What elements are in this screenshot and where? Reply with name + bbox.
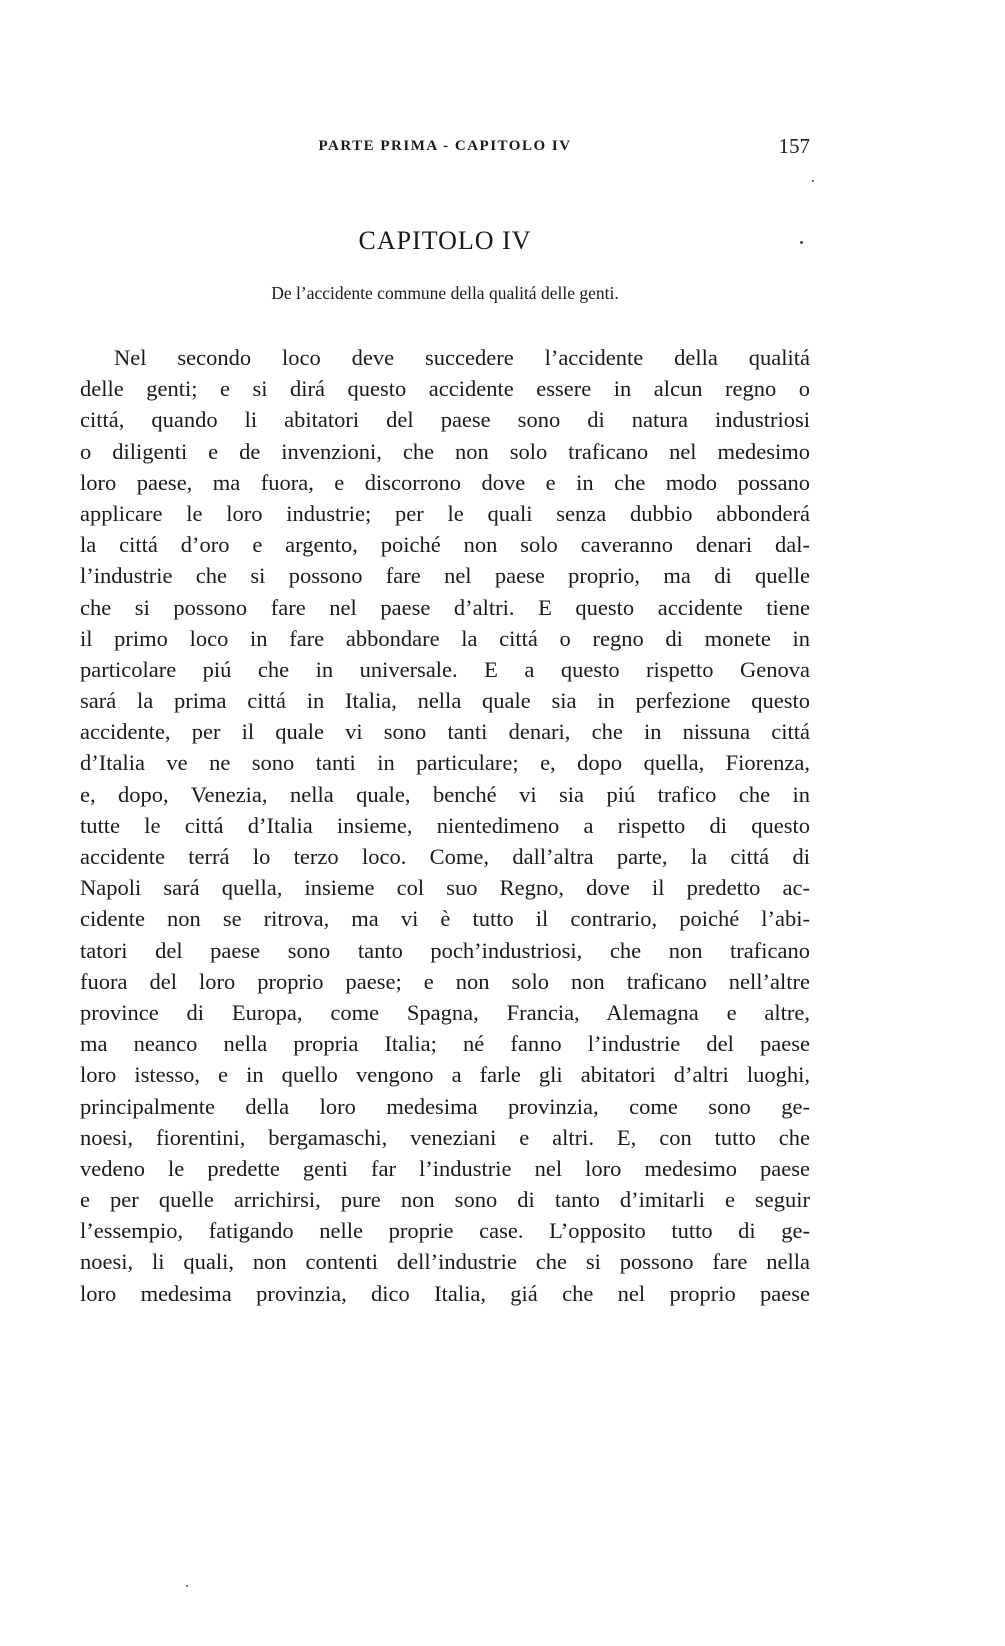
text-line: l’essempio, fatigando nelle proprie case. L’opposito tutto di ge-	[80, 1218, 810, 1244]
text-line: la cittá d’oro e argento, poiché non solo caveranno denari dal-	[80, 532, 810, 558]
running-head	[80, 134, 810, 164]
print-speck	[186, 1585, 188, 1587]
text-line: vedeno le predette genti far l’industrie nel loro medesimo paese	[80, 1155, 810, 1181]
running-title: PARTE PRIMA - CAPITOLO IV	[318, 138, 572, 154]
text-line: loro medesima provinzia, dico Italia, giá che nel proprio paese	[80, 1280, 810, 1306]
text-line: Napoli sará quella, insieme col suo Regno, dove il predetto ac-	[80, 875, 810, 901]
body-text	[80, 342, 810, 1309]
chapter-title: CAPITOLO IV	[358, 226, 532, 255]
text-line: tutte le cittá d’Italia insieme, nientedimeno a rispetto di questo	[80, 812, 810, 838]
text-line: fuora del loro proprio paese; e non solo non traficano nell’altre	[80, 968, 810, 994]
text-line: accidente, per il quale vi sono tanti denari, che in nissuna cittá	[80, 719, 810, 745]
text-line: sará la prima cittá in Italia, nella quale sia in perfezione questo	[80, 688, 810, 714]
print-speck	[812, 180, 814, 182]
text-line: loro istesso, e in quello vengono a farle gli abitatori d’altri luoghi,	[80, 1062, 810, 1088]
text-line: loro paese, ma fuora, e discorrono dove e in che modo possano	[80, 469, 810, 495]
print-speck	[800, 241, 803, 244]
text-line: delle genti; e si dirá questo accidente essere in alcun regno o	[80, 376, 810, 402]
text-line: l’industrie che si possono fare nel paese proprio, ma di quelle	[80, 563, 810, 589]
text-line: noesi, li quali, non contenti dell’industrie che si possono fare nella	[80, 1249, 810, 1275]
text-line: o diligenti e de invenzioni, che non solo traficano nel medesimo	[80, 438, 810, 464]
text-line: particolare piú che in universale. E a questo rispetto Genova	[80, 656, 810, 682]
text-line: che si possono fare nel paese d’altri. E questo accidente tiene	[80, 594, 810, 620]
text-line: il primo loco in fare abbondare la cittá o regno di monete in	[80, 625, 810, 651]
text-line: Nel secondo loco deve succedere l’accidente della qualitá	[114, 345, 810, 370]
chapter-subtitle: De l’accidente commune della qualitá delle genti.	[271, 283, 619, 303]
page-number: 157	[778, 134, 810, 158]
text-line: principalmente della loro medesima provinzia, come sono ge-	[80, 1093, 810, 1119]
text-line: ma neanco nella propria Italia; né fanno l’industrie del paese	[80, 1031, 810, 1057]
text-line: e, dopo, Venezia, nella quale, benché vi sia piú trafico che in	[80, 781, 810, 807]
text-line: e per quelle arrichirsi, pure non sono di tanto d’imitarli e seguir	[80, 1187, 810, 1213]
text-line: applicare le loro industrie; per le quali senza dubbio abbonderá	[80, 500, 810, 526]
text-line: accidente terrá lo terzo loco. Come, dall’altra parte, la cittá di	[80, 844, 810, 869]
text-line: cidente non se ritrova, ma vi è tutto il contrario, poiché l’abi-	[80, 906, 810, 932]
text-line: d’Italia ve ne sono tanti in particulare; e, dopo quella, Fiorenza,	[80, 750, 810, 776]
text-line: noesi, fiorentini, bergamaschi, veneziani e altri. E, con tutto che	[80, 1124, 810, 1150]
text-line: tatori del paese sono tanto poch’industriosi, che non traficano	[80, 937, 810, 963]
text-line: cittá, quando li abitatori del paese sono di natura industriosi	[80, 407, 810, 433]
text-line: province di Europa, come Spagna, Francia, Alemagna e altre,	[80, 999, 810, 1025]
